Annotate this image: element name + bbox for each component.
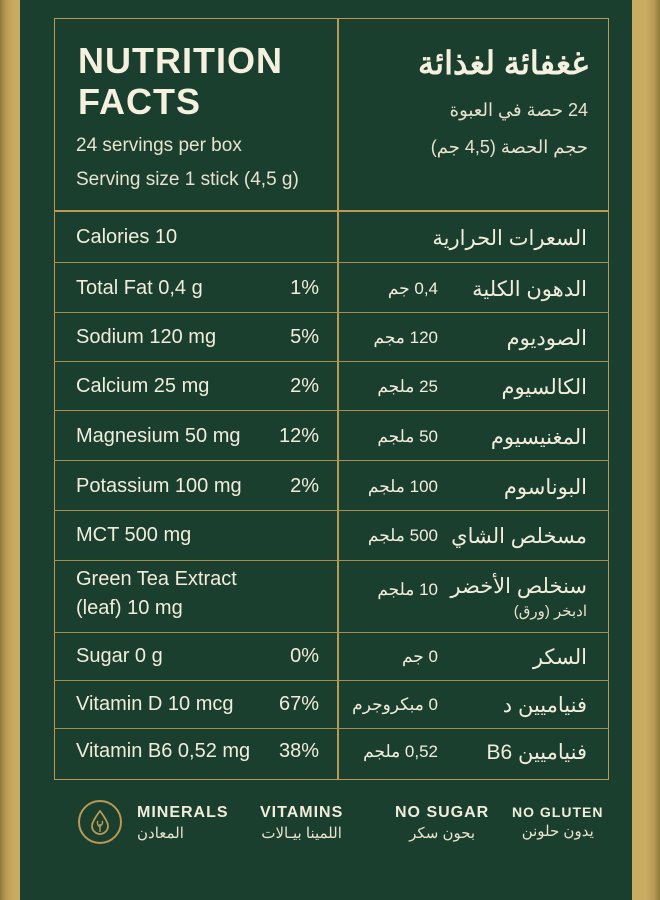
row-divider: [54, 680, 609, 681]
row-divider: [54, 728, 609, 729]
row-divider: [54, 560, 609, 561]
nutrient-amount-ar: 0,52 ملجم: [363, 742, 438, 761]
daily-value: 67%: [278, 693, 319, 715]
nutrient-name-ar: فنياميين B6: [486, 741, 587, 764]
nutrient-amount-ar: 50 ملجم: [377, 427, 438, 446]
header-divider: [54, 210, 609, 212]
nutrient-amount-ar: 0 جم: [401, 647, 438, 666]
badge-label-ar: المعادن: [137, 825, 184, 842]
nutrient-label: Magnesium 50 mg: [76, 425, 241, 447]
nutrient-label: Green Tea Extract: [76, 568, 237, 590]
nutrient-name-ar: سنخلص الأخضر: [450, 575, 587, 598]
nutrient-amount-ar: 100 ملجم: [367, 477, 438, 496]
nutrient-name-ar: فنياميين د: [502, 694, 587, 717]
row-divider: [54, 410, 609, 411]
nutrient-label: Calcium 25 mg: [76, 375, 210, 397]
row-divider: [54, 510, 609, 511]
nutrient-name-ar: الدهون الكلية: [472, 278, 587, 301]
daily-value: 1%: [290, 277, 319, 299]
nutrient-amount-ar: 25 ملجم: [377, 377, 438, 396]
title-en: NUTRITION FACTS: [78, 40, 283, 122]
nutrient-label: Calories 10: [76, 226, 178, 248]
nutrient-name-ar: المغنيسيوم: [490, 426, 587, 449]
daily-value: 2%: [290, 475, 319, 497]
row-divider: [54, 361, 609, 362]
nutrient-label: Total Fat 0,4 g: [76, 277, 203, 299]
nutrient-label: Vitamin D 10 mcg: [76, 693, 234, 715]
nutrient-amount-ar: 10 ملجم: [377, 580, 438, 599]
badge-label-ar: يدون حلونن: [521, 823, 594, 840]
nutrient-name-ar: مسخلص الشاي: [451, 525, 587, 548]
servings-en: 24 servings per box: [76, 135, 242, 156]
badge-label-en: VITAMINS: [260, 804, 344, 821]
nutrient-name-ar: البوناسوم: [503, 476, 587, 499]
daily-value: 2%: [290, 375, 319, 397]
nutrient-name-ar: السعرات الحرارية: [432, 227, 587, 250]
badge-minerals: [137, 804, 229, 842]
badge-label-en: NO SUGAR: [395, 804, 490, 821]
nutrient-name-ar-line2: ادبخر (ورق): [513, 603, 587, 620]
nutrient-name-ar: الصوديوم: [506, 327, 587, 350]
badge-label-ar: اللمينا بيـالات: [261, 825, 342, 842]
row-divider: [54, 632, 609, 633]
badge-label-en: MINERALS: [137, 804, 229, 821]
row-divider: [54, 460, 609, 461]
daily-value: 0%: [290, 645, 319, 667]
column-divider: [337, 18, 339, 780]
nutrient-amount-ar: 0 مبكروجرم: [352, 695, 438, 714]
nutrient-name-ar: السكر: [532, 646, 587, 669]
badge-label-ar: بحون سكر: [409, 825, 476, 842]
nutrient-amount-ar: 120 مجم: [373, 328, 438, 347]
serving-size-ar: حجم الحصة (4,5 جم): [430, 137, 588, 157]
nutrient-label: MCT 500 mg: [76, 524, 192, 546]
badge-vitamins: [260, 804, 343, 842]
badge-no-sugar: [395, 804, 489, 842]
daily-value: 12%: [278, 425, 319, 447]
nutrient-label: Sugar 0 g: [76, 645, 163, 667]
serving-size-en: Serving size 1 stick (4,5 g): [76, 169, 299, 190]
row-divider: [54, 312, 609, 313]
nutrient-name-ar: الكالسيوم: [501, 376, 587, 399]
title-ar: غغفائة لغذائة: [418, 45, 588, 81]
daily-value: 38%: [278, 740, 319, 762]
nutrient-label: Potassium 100 mg: [76, 475, 242, 497]
servings-ar: 24 حصة في العبوة: [449, 100, 588, 120]
badge-label-en: NO GLUTEN: [512, 804, 604, 820]
nutrient-label-line2: (leaf) 10 mg: [76, 597, 183, 619]
drop-leaf-icon: [78, 800, 122, 844]
badge-no-gluten: [512, 804, 603, 840]
nutrient-amount-ar: 500 ملجم: [367, 526, 438, 545]
nutrient-label: Sodium 120 mg: [76, 326, 217, 348]
row-divider: [54, 262, 609, 263]
nutrient-amount-ar: 0,4 جم: [387, 279, 438, 298]
nutrient-label: Vitamin B6 0,52 mg: [76, 740, 251, 762]
daily-value: 5%: [290, 326, 319, 348]
